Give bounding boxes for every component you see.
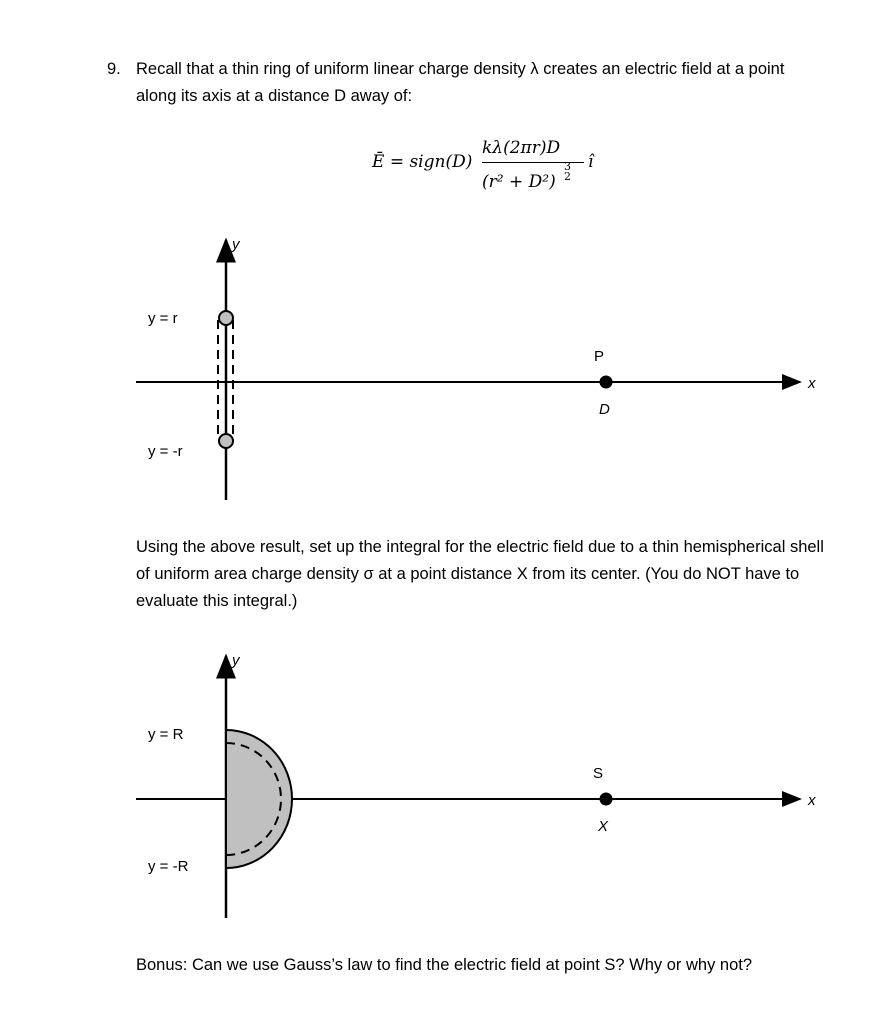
distance-d-label: D — [599, 401, 610, 418]
exponent-numerator: 3 — [564, 160, 571, 173]
fig1-x-axis-label: x — [808, 375, 816, 392]
fig1-label-top: y = r — [148, 310, 178, 327]
question-intro: Recall that a thin ring of uniform linear charge density λ creates an electric field at a point along its axis at a distance D away of: — [136, 60, 785, 105]
fig1-y-axis-label: y — [232, 236, 240, 253]
bonus-question: Bonus: Can we use Gauss’s law to find the electric field at point S? Why or why not? — [136, 956, 753, 974]
formula-lhs: Ē = sign(D) — [372, 152, 473, 172]
fig2-y-axis-label: y — [232, 652, 240, 669]
fig1-label-bottom: y = -r — [148, 443, 183, 460]
hemisphere-diagram — [136, 656, 800, 918]
fig2-label-top: y = R — [148, 726, 184, 743]
hemisphere-shell — [226, 730, 292, 868]
fig2-x-axis-label: x — [808, 792, 816, 809]
fig2-label-bottom: y = -R — [148, 858, 189, 875]
question-task: Using the above result, set up the integral for the electric field due to a thin hemispherical shell of uniform area charge density σ at a point distance X from its center. (You do NOT have to evaluate this integral.) — [136, 538, 824, 610]
point-s-label: S — [593, 765, 604, 782]
formula-denominator: (r² + D²) — [482, 172, 556, 192]
formula-numerator: kλ(2πr)D — [482, 138, 561, 158]
unit-vector: î — [588, 152, 594, 172]
ring-top-charge — [219, 311, 233, 325]
question-number: 9. — [107, 60, 121, 78]
point-s — [600, 793, 613, 806]
exponent-denominator: 2 — [564, 170, 571, 183]
point-p-label: P — [594, 348, 605, 365]
ring-bottom-charge — [219, 434, 233, 448]
point-p — [600, 376, 613, 389]
distance-x-label: X — [598, 818, 609, 835]
ring-diagram — [136, 240, 800, 500]
